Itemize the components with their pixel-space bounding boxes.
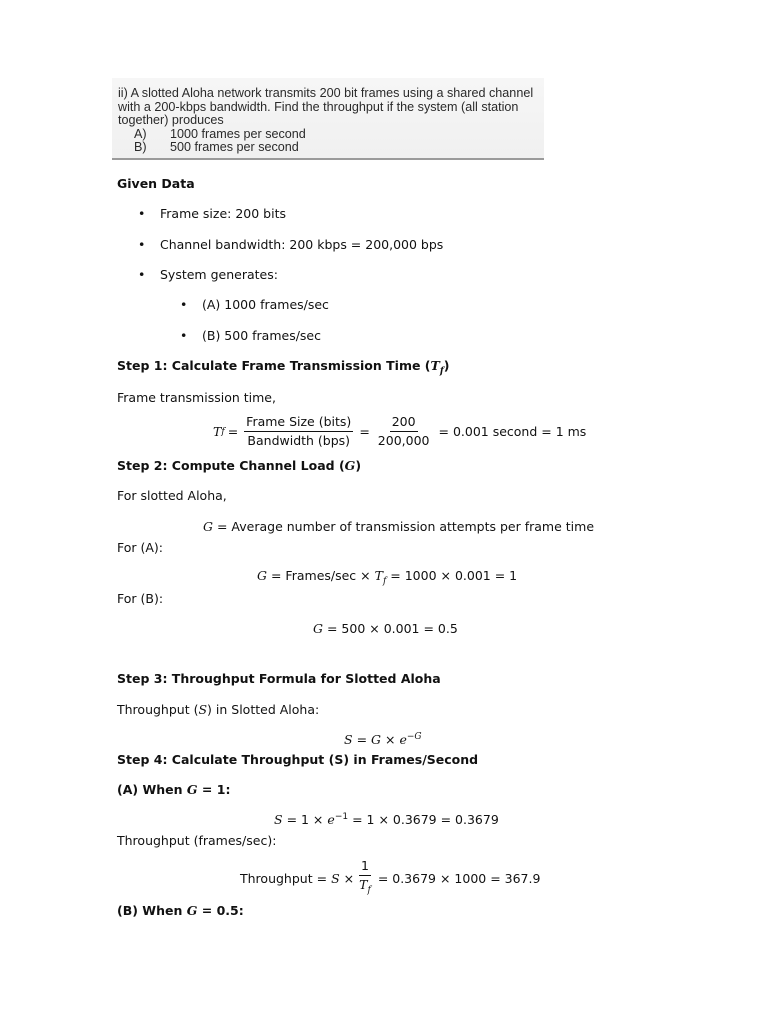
sub-list-item bbox=[180, 328, 321, 343]
step4-heading: Step 4: Calculate Throughput (S) in Frames/Second bbox=[117, 752, 479, 767]
equals-sign: = bbox=[227, 424, 239, 439]
option-label: B) bbox=[134, 140, 147, 154]
equation-text: = Frames/sec × bbox=[270, 568, 371, 583]
question-image bbox=[112, 78, 544, 160]
math-symbol: e bbox=[327, 812, 335, 828]
equals-sign: = bbox=[356, 732, 368, 748]
fraction bbox=[376, 414, 432, 449]
math-symbol: G bbox=[186, 782, 198, 797]
math-symbol: S bbox=[331, 870, 340, 886]
equation-text: = 1000 × 0.001 = 1 bbox=[390, 568, 518, 583]
for-b-label: For (B): bbox=[117, 591, 164, 606]
step3-intro bbox=[117, 702, 319, 717]
heading-text: ) bbox=[355, 458, 362, 473]
math-symbol: G bbox=[257, 568, 267, 583]
equation-result: = 0.001 second = 1 ms bbox=[438, 424, 587, 439]
equation-text: = 0.3679 × 1000 = 367.9 bbox=[377, 870, 541, 886]
math-symbol: S bbox=[274, 812, 283, 828]
heading-text: Step 1: Calculate Frame Transmission Time ( bbox=[117, 358, 431, 373]
fraction-numerator: 200 bbox=[390, 414, 418, 432]
list-item bbox=[138, 237, 443, 252]
load-definition bbox=[203, 519, 594, 534]
question-line-2: with a 200-kbps bandwidth. Find the throughput if the system (all station bbox=[118, 99, 519, 114]
bullet-text: Frame size: 200 bits bbox=[160, 206, 286, 221]
math-symbol: e bbox=[399, 732, 407, 748]
step1-equation bbox=[213, 414, 586, 449]
case-b-heading bbox=[117, 903, 244, 918]
bullet-text: (B) 500 frames/sec bbox=[202, 328, 322, 343]
throughput-equation-a bbox=[274, 812, 499, 827]
bullet-icon: • bbox=[180, 328, 188, 343]
question-option-b bbox=[118, 141, 544, 155]
math-symbol: G bbox=[186, 903, 198, 918]
definition-text: = Average number of transmission attempts per frame time bbox=[216, 519, 595, 534]
sub-list-item bbox=[180, 297, 329, 312]
throughput-label: Throughput (frames/sec): bbox=[117, 833, 277, 848]
math-exponent: −G bbox=[406, 732, 422, 742]
math-symbol: S bbox=[344, 732, 353, 748]
heading-text: = 1: bbox=[201, 782, 231, 797]
question-option-a bbox=[118, 128, 544, 142]
math-symbol: G bbox=[203, 519, 213, 534]
fraction bbox=[357, 858, 373, 899]
load-equation-b bbox=[313, 621, 458, 636]
math-symbol: G bbox=[344, 458, 356, 473]
math-symbol: T bbox=[374, 568, 383, 583]
question-line-1: ii) A slotted Aloha network transmits 200 bit frames using a shared channel bbox=[118, 86, 534, 100]
option-label: A) bbox=[134, 126, 147, 141]
fraction-numerator: Frame Size (bits) bbox=[244, 414, 353, 432]
heading-text: ) bbox=[443, 358, 450, 373]
bullet-text: Channel bandwidth: 200 kbps = 200,000 bps bbox=[160, 237, 444, 252]
bullet-text: (A) 1000 frames/sec bbox=[202, 297, 329, 312]
bullet-icon: • bbox=[138, 237, 146, 252]
fraction bbox=[244, 414, 353, 449]
math-subscript: f bbox=[382, 576, 387, 587]
fraction-denominator: 200,000 bbox=[377, 433, 430, 448]
bullet-icon: • bbox=[138, 206, 146, 221]
option-text: 500 frames per second bbox=[170, 140, 299, 154]
equation-text: Throughput = bbox=[240, 870, 328, 886]
step2-intro: For slotted Aloha, bbox=[117, 488, 227, 503]
math-symbol: G bbox=[313, 621, 323, 636]
math-subscript: f bbox=[221, 426, 225, 437]
math-symbol: G bbox=[371, 732, 382, 748]
heading-text: (A) When bbox=[117, 782, 183, 797]
step1-intro: Frame transmission time, bbox=[117, 390, 276, 405]
math-symbol: T bbox=[213, 424, 222, 439]
times-sign: × bbox=[385, 732, 396, 748]
question-line-3: together) produces bbox=[118, 113, 224, 127]
equation-text: = 1 × 0.3679 = 0.3679 bbox=[352, 812, 499, 828]
math-exponent: −1 bbox=[334, 812, 349, 822]
case-a-heading bbox=[117, 782, 230, 797]
heading-text: = 0.5: bbox=[201, 903, 244, 918]
times-sign: × bbox=[343, 870, 355, 886]
math-symbol: S bbox=[198, 702, 208, 717]
equation-text: = 500 × 0.001 = 0.5 bbox=[326, 621, 458, 636]
intro-text: ) in Slotted Aloha: bbox=[207, 702, 320, 717]
equals-sign: = bbox=[359, 424, 370, 439]
fraction-denominator: Bandwidth (bps) bbox=[247, 433, 351, 448]
list-item bbox=[138, 206, 286, 221]
step3-heading: Step 3: Throughput Formula for Slotted Aloha bbox=[117, 671, 441, 686]
math-subscript: f bbox=[439, 366, 444, 377]
option-text: 1000 frames per second bbox=[170, 126, 306, 141]
intro-text: Throughput ( bbox=[117, 702, 199, 717]
list-item bbox=[138, 267, 278, 282]
math-symbol: T bbox=[359, 877, 368, 892]
step2-heading bbox=[117, 458, 361, 473]
for-a-label: For (A): bbox=[117, 540, 164, 555]
math-symbol: T bbox=[430, 358, 440, 373]
bullet-icon: • bbox=[180, 297, 188, 312]
heading-text: (B) When bbox=[117, 903, 183, 918]
load-equation-a bbox=[257, 568, 517, 587]
equation-text: = 1 × bbox=[286, 812, 324, 828]
step1-heading bbox=[117, 358, 449, 377]
throughput-formula bbox=[344, 732, 422, 747]
given-heading: Given Data bbox=[117, 176, 195, 191]
fraction-denominator bbox=[357, 876, 373, 899]
heading-text: Step 2: Compute Channel Load ( bbox=[117, 458, 345, 473]
bullet-text: System generates: bbox=[160, 267, 278, 282]
math-subscript: f bbox=[367, 885, 371, 896]
fraction-numerator: 1 bbox=[359, 858, 371, 876]
bullet-icon: • bbox=[138, 267, 146, 282]
throughput-calculation bbox=[240, 858, 540, 899]
